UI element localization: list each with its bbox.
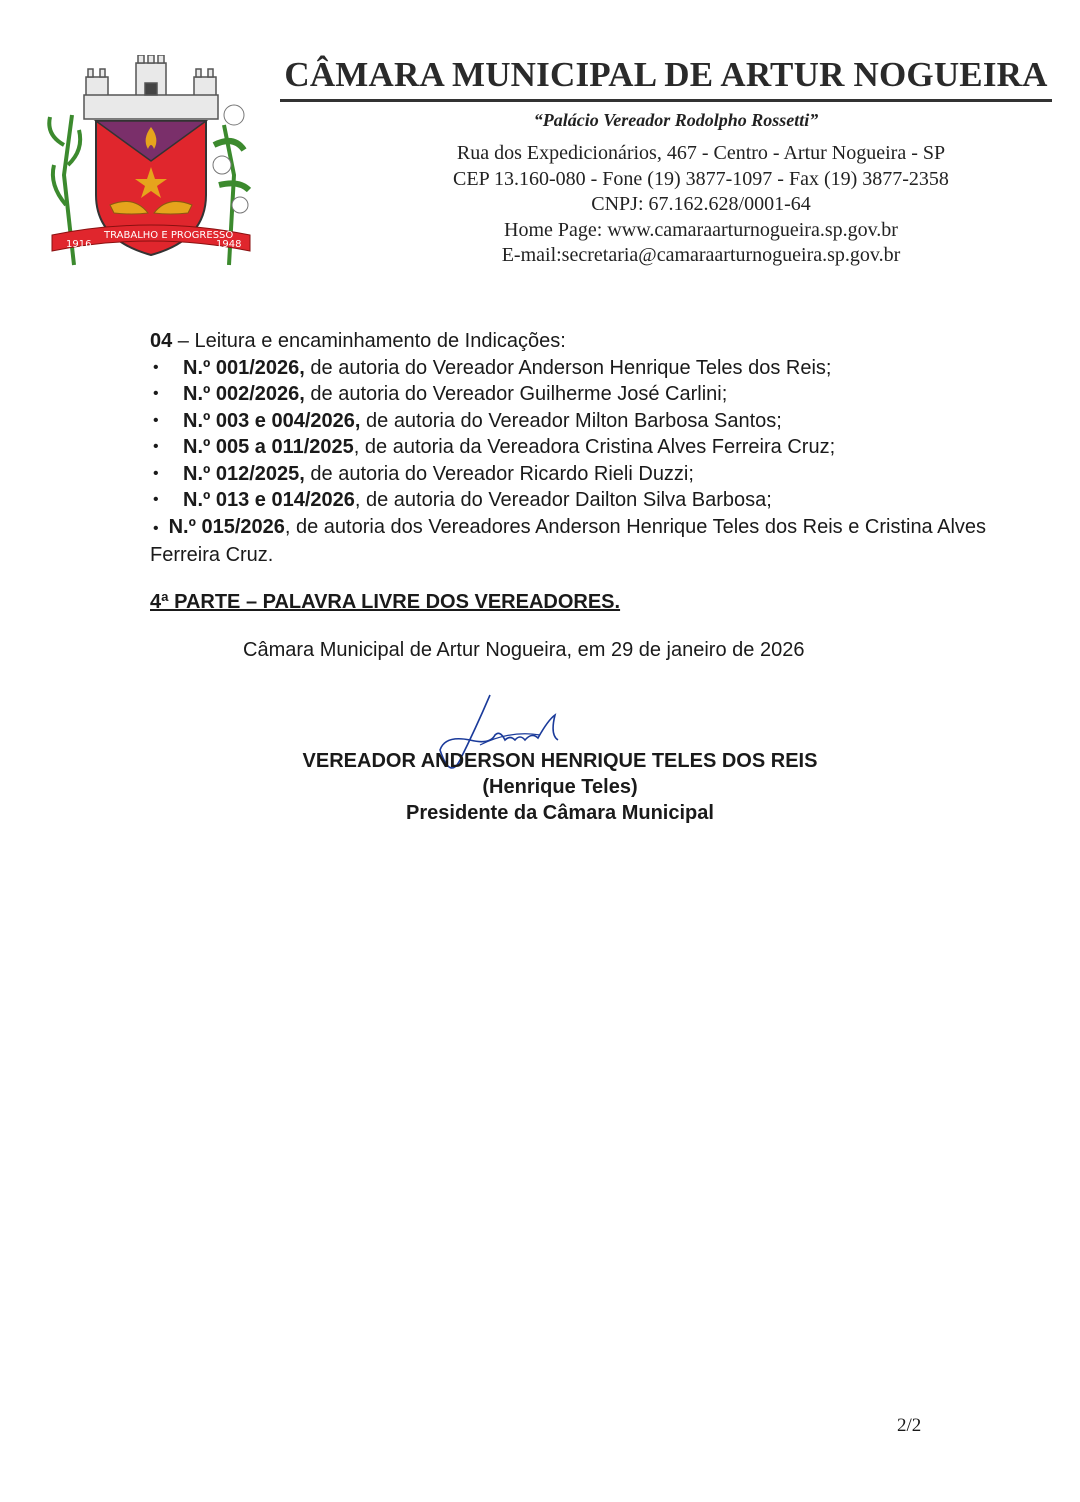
signature-block: [150, 748, 970, 826]
email-line: E-mail:secretaria@camaraarturnogueira.sp.gov.br: [501, 244, 901, 266]
list-item: • N.º 005 a 011/2025, de autoria da Vereadora Cristina Alves Ferreira Cruz;: [153, 436, 836, 458]
contact-block: [280, 141, 1052, 269]
page-number: 2/2: [897, 1415, 922, 1436]
list-item: • N.º 001/2026, de autoria do Vereador Anderson Henrique Teles dos Reis;: [153, 356, 832, 379]
date-line: Câmara Municipal de Artur Nogueira, em 29 de janeiro de 2026: [243, 639, 805, 661]
list-item: • N.º 002/2026, de autoria do Vereador Guilherme José Carlini;: [153, 383, 728, 405]
indications-list: [150, 355, 990, 569]
cnpj-line: CNPJ: 67.162.628/0001-64: [591, 193, 811, 215]
list-item: • N.º 013 e 014/2026, de autoria do Vereador Dailton Silva Barbosa;: [153, 489, 772, 511]
list-item: • N.º 015/2026, de autoria dos Vereadores Anderson Henrique Teles dos Reis e Cristina Alves Ferreira Cruz.: [150, 515, 987, 566]
list-item: • N.º 003 e 004/2026, de autoria do Vereador Milton Barbosa Santos;: [153, 409, 782, 432]
institution-title: CÂMARA MUNICIPAL DE ARTUR NOGUEIRA: [280, 54, 1052, 102]
coat-of-arms-logo: [44, 55, 256, 277]
section-04-heading: 04 – Leitura e encaminhamento de Indicações:: [150, 330, 566, 352]
list-item: • N.º 012/2025, de autoria do Vereador Ricardo Rieli Duzzi;: [153, 462, 694, 485]
address-line: Rua dos Expedicionários, 467 - Centro - Artur Nogueira - SP: [456, 142, 946, 164]
letterhead: [280, 54, 1052, 269]
castle-crown-icon: [84, 55, 218, 119]
svg-text:TRABALHO E PROGRESSO: TRABALHO E PROGRESSO: [104, 230, 234, 241]
phone-line: CEP 13.160-080 - Fone (19) 3877-1097 - Fax (19) 3877-2358: [453, 167, 949, 190]
signatory-nickname: (Henrique Teles): [482, 776, 638, 798]
svg-text:1916: 1916: [66, 239, 92, 250]
document-body: [150, 328, 990, 664]
part-4-heading: 4ª PARTE – PALAVRA LIVRE DOS VEREADORES.: [150, 590, 621, 613]
homepage-line: Home Page: www.camaraarturnogueira.sp.gov.br: [504, 218, 898, 241]
svg-text:1948: 1948: [216, 239, 242, 250]
signatory-role: Presidente da Câmara Municipal: [406, 802, 714, 824]
palace-name: “Palácio Vereador Rodolpho Rossetti”: [533, 110, 819, 130]
signatory-name: VEREADOR ANDERSON HENRIQUE TELES DOS REIS: [302, 750, 818, 772]
